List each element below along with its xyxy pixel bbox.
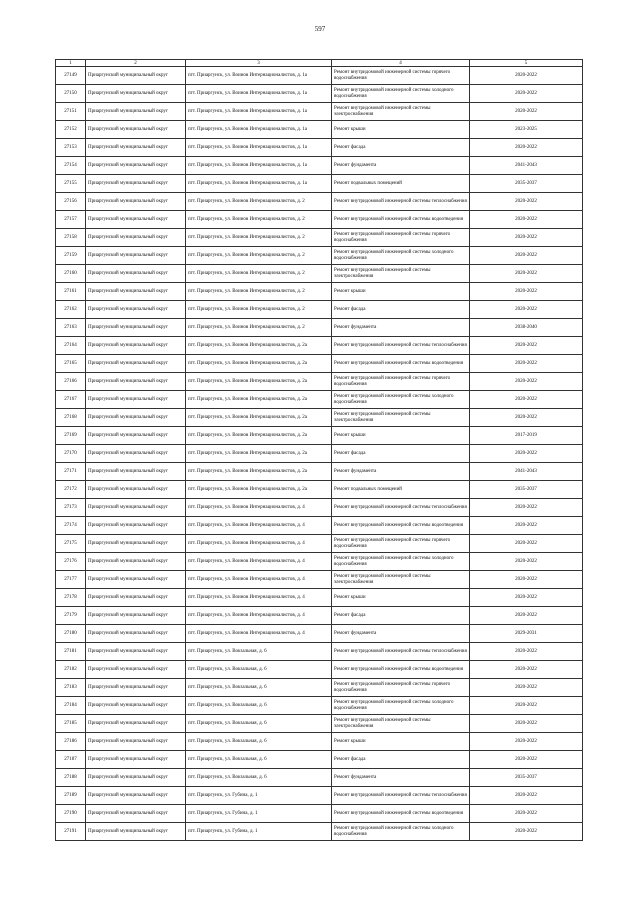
row-number-cell: 27178 [56,589,86,607]
period-cell: 2020-2022 [470,103,583,121]
period-cell: 2020-2022 [470,85,583,103]
work-type-cell: Ремонт внутридомовой инженерной системы теплоснабжения [332,499,470,517]
work-type-cell: Ремонт внутридомовой инженерной системы электроснабжения [332,715,470,733]
municipality-cell: Приаргунский муниципальный округ [86,265,186,283]
table-row [56,553,583,571]
work-type-cell: Ремонт фундамента [332,157,470,175]
period-cell: 2020-2022 [470,193,583,211]
repair-schedule-table [55,59,583,841]
row-number-cell: 27170 [56,445,86,463]
work-type-cell: Ремонт внутридомовой инженерной системы теплоснабжения [332,337,470,355]
table-row [56,535,583,553]
period-cell: 2020-2022 [470,823,583,841]
row-number-cell: 27151 [56,103,86,121]
work-type-cell: Ремонт внутридомовой инженерной системы водоотведения [332,211,470,229]
period-cell: 2020-2022 [470,607,583,625]
table-body [56,60,583,841]
address-cell: пгт. Приаргунск, ул. Вокзальная, д. 6 [186,769,332,787]
work-type-cell: Ремонт внутридомовой инженерной системы теплоснабжения [332,193,470,211]
work-type-cell: Ремонт внутридомовой инженерной системы холодного водоснабжения [332,247,470,265]
address-cell: пгт. Приаргунск, ул. Воинов Интернационалистов, д. 4 [186,535,332,553]
work-type-cell: Ремонт внутридомовой инженерной системы холодного водоснабжения [332,85,470,103]
work-type-cell: Ремонт фасада [332,445,470,463]
table-row [56,355,583,373]
address-cell: пгт. Приаргунск, ул. Вокзальная, д. 6 [186,679,332,697]
municipality-cell: Приаргунский муниципальный округ [86,751,186,769]
address-cell: пгт. Приаргунск, ул. Вокзальная, д. 6 [186,715,332,733]
table-row [56,787,583,805]
municipality-cell: Приаргунский муниципальный округ [86,715,186,733]
period-cell: 2020-2022 [470,229,583,247]
municipality-cell: Приаргунский муниципальный округ [86,85,186,103]
period-cell: 2035-2037 [470,481,583,499]
address-cell: пгт. Приаргунск, ул. Губина, д. 1 [186,805,332,823]
address-cell: пгт. Приаргунск, ул. Воинов Интернационалистов, д. 2а [186,391,332,409]
municipality-cell: Приаргунский муниципальный округ [86,589,186,607]
municipality-cell: Приаргунский муниципальный округ [86,643,186,661]
row-number-cell: 27187 [56,751,86,769]
row-number-cell: 27155 [56,175,86,193]
period-cell: 2020-2022 [470,697,583,715]
row-number-cell: 27191 [56,823,86,841]
municipality-cell: Приаргунский муниципальный округ [86,193,186,211]
municipality-cell: Приаргунский муниципальный округ [86,319,186,337]
work-type-cell: Ремонт внутридомовой инженерной системы электроснабжения [332,265,470,283]
work-type-cell: Ремонт внутридомовой инженерной системы электроснабжения [332,103,470,121]
table-row [56,139,583,157]
table-row [56,589,583,607]
row-number-cell: 27159 [56,247,86,265]
table-row [56,517,583,535]
row-number-cell: 27175 [56,535,86,553]
address-cell: пгт. Приаргунск, ул. Воинов Интернационалистов, д. 2 [186,229,332,247]
row-number-cell: 27153 [56,139,86,157]
work-type-cell: Ремонт внутридомовой инженерной системы электроснабжения [332,409,470,427]
table-row [56,463,583,481]
municipality-cell: Приаргунский муниципальный округ [86,625,186,643]
municipality-cell: Приаргунский муниципальный округ [86,823,186,841]
address-cell: пгт. Приаргунск, ул. Воинов Интернационалистов, д. 2а [186,445,332,463]
table-row [56,571,583,589]
table-row [56,697,583,715]
municipality-cell: Приаргунский муниципальный округ [86,121,186,139]
work-type-cell: Ремонт внутридомовой инженерной системы водоотведения [332,355,470,373]
municipality-cell: Приаргунский муниципальный округ [86,103,186,121]
municipality-cell: Приаргунский муниципальный округ [86,301,186,319]
period-cell: 2020-2022 [470,139,583,157]
row-number-cell: 27190 [56,805,86,823]
municipality-cell: Приаргунский муниципальный округ [86,409,186,427]
municipality-cell: Приаргунский муниципальный округ [86,499,186,517]
work-type-cell: Ремонт крыши [332,589,470,607]
work-type-cell: Ремонт фасада [332,607,470,625]
table-row [56,445,583,463]
work-type-cell: Ремонт внутридомовой инженерной системы теплоснабжения [332,787,470,805]
row-number-cell: 27169 [56,427,86,445]
row-number-cell: 27162 [56,301,86,319]
work-type-cell: Ремонт крыши [332,733,470,751]
work-type-cell: Ремонт фасада [332,301,470,319]
municipality-cell: Приаргунский муниципальный округ [86,247,186,265]
period-cell: 2020-2022 [470,265,583,283]
period-cell: 2020-2022 [470,553,583,571]
work-type-cell: Ремонт внутридомовой инженерной системы холодного водоснабжения [332,697,470,715]
work-type-cell: Ремонт фасада [332,139,470,157]
address-cell: пгт. Приаргунск, ул. Воинов Интернационалистов, д. 2 [186,301,332,319]
period-cell: 2035-2037 [470,769,583,787]
table-row [56,337,583,355]
work-type-cell: Ремонт внутридомовой инженерной системы водоотведения [332,805,470,823]
address-cell: пгт. Приаргунск, ул. Воинов Интернационалистов, д. 1а [186,85,332,103]
municipality-cell: Приаргунский муниципальный округ [86,67,186,85]
table-row [56,427,583,445]
address-cell: пгт. Приаргунск, ул. Воинов Интернационалистов, д. 4 [186,571,332,589]
row-number-cell: 27176 [56,553,86,571]
row-number-cell: 27181 [56,643,86,661]
table-row [56,157,583,175]
work-type-cell: Ремонт крыши [332,427,470,445]
municipality-cell: Приаргунский муниципальный округ [86,733,186,751]
table-row [56,409,583,427]
row-number-cell: 27179 [56,607,86,625]
row-number-cell: 27180 [56,625,86,643]
address-cell: пгт. Приаргунск, ул. Воинов Интернационалистов, д. 4 [186,517,332,535]
municipality-cell: Приаргунский муниципальный округ [86,373,186,391]
address-cell: пгт. Приаргунск, ул. Воинов Интернационалистов, д. 2 [186,283,332,301]
period-cell: 2020-2022 [470,391,583,409]
table-row [56,499,583,517]
period-cell: 2020-2022 [470,283,583,301]
table-row [56,211,583,229]
period-cell: 2020-2022 [470,805,583,823]
table-row [56,193,583,211]
municipality-cell: Приаргунский муниципальный округ [86,139,186,157]
address-cell: пгт. Приаргунск, ул. Воинов Интернационалистов, д. 4 [186,607,332,625]
municipality-cell: Приаргунский муниципальный округ [86,355,186,373]
work-type-cell: Ремонт внутридомовой инженерной системы теплоснабжения [332,643,470,661]
row-number-cell: 27185 [56,715,86,733]
table-row [56,67,583,85]
period-cell: 2020-2022 [470,373,583,391]
address-cell: пгт. Приаргунск, ул. Воинов Интернационалистов, д. 2а [186,355,332,373]
work-type-cell: Ремонт фундамента [332,625,470,643]
column-number: 4 [332,60,470,67]
address-cell: пгт. Приаргунск, ул. Вокзальная, д. 6 [186,697,332,715]
address-cell: пгт. Приаргунск, ул. Воинов Интернационалистов, д. 2а [186,481,332,499]
address-cell: пгт. Приаргунск, ул. Воинов Интернационалистов, д. 4 [186,553,332,571]
table-row [56,103,583,121]
municipality-cell: Приаргунский муниципальный округ [86,463,186,481]
work-type-cell: Ремонт фундамента [332,463,470,481]
address-cell: пгт. Приаргунск, ул. Воинов Интернационалистов, д. 1а [186,157,332,175]
municipality-cell: Приаргунский муниципальный округ [86,481,186,499]
row-number-cell: 27161 [56,283,86,301]
municipality-cell: Приаргунский муниципальный округ [86,337,186,355]
period-cell: 2020-2022 [470,211,583,229]
table-row [56,679,583,697]
row-number-cell: 27149 [56,67,86,85]
row-number-cell: 27163 [56,319,86,337]
address-cell: пгт. Приаргунск, ул. Воинов Интернационалистов, д. 2 [186,193,332,211]
period-cell: 2020-2022 [470,67,583,85]
period-cell: 2020-2022 [470,787,583,805]
work-type-cell: Ремонт крыши [332,121,470,139]
row-number-cell: 27160 [56,265,86,283]
row-number-cell: 27171 [56,463,86,481]
column-number: 3 [186,60,332,67]
municipality-cell: Приаргунский муниципальный округ [86,571,186,589]
row-number-cell: 27189 [56,787,86,805]
address-cell: пгт. Приаргунск, ул. Воинов Интернационалистов, д. 2а [186,337,332,355]
work-type-cell: Ремонт фасада [332,751,470,769]
period-cell: 2029-2031 [470,625,583,643]
period-cell: 2020-2022 [470,445,583,463]
municipality-cell: Приаргунский муниципальный округ [86,769,186,787]
municipality-cell: Приаргунский муниципальный округ [86,697,186,715]
municipality-cell: Приаргунский муниципальный округ [86,535,186,553]
address-cell: пгт. Приаргунск, ул. Воинов Интернационалистов, д. 1а [186,67,332,85]
address-cell: пгт. Приаргунск, ул. Воинов Интернационалистов, д. 1а [186,139,332,157]
row-number-cell: 27165 [56,355,86,373]
address-cell: пгт. Приаргунск, ул. Воинов Интернационалистов, д. 2а [186,463,332,481]
work-type-cell: Ремонт подвальных помещений [332,481,470,499]
work-type-cell: Ремонт подвальных помещений [332,175,470,193]
period-cell: 2023-2025 [470,121,583,139]
municipality-cell: Приаргунский муниципальный округ [86,445,186,463]
municipality-cell: Приаргунский муниципальный округ [86,805,186,823]
row-number-cell: 27186 [56,733,86,751]
row-number-cell: 27157 [56,211,86,229]
column-number: 2 [86,60,186,67]
municipality-cell: Приаргунский муниципальный округ [86,175,186,193]
table-row [56,823,583,841]
table-row [56,283,583,301]
row-number-cell: 27154 [56,157,86,175]
table-row [56,607,583,625]
municipality-cell: Приаргунский муниципальный округ [86,391,186,409]
table-row [56,391,583,409]
table-row [56,247,583,265]
period-cell: 2020-2022 [470,409,583,427]
municipality-cell: Приаргунский муниципальный округ [86,283,186,301]
address-cell: пгт. Приаргунск, ул. Воинов Интернационалистов, д. 2 [186,211,332,229]
table-row [56,121,583,139]
address-cell: пгт. Приаргунск, ул. Воинов Интернационалистов, д. 1а [186,175,332,193]
period-cell: 2020-2022 [470,499,583,517]
work-type-cell: Ремонт внутридомовой инженерной системы холодного водоснабжения [332,553,470,571]
address-cell: пгт. Приаргунск, ул. Вокзальная, д. 6 [186,661,332,679]
row-number-cell: 27156 [56,193,86,211]
address-cell: пгт. Приаргунск, ул. Вокзальная, д. 6 [186,643,332,661]
table-row [56,265,583,283]
work-type-cell: Ремонт внутридомовой инженерной системы горячего водоснабжения [332,373,470,391]
row-number-cell: 27184 [56,697,86,715]
municipality-cell: Приаргунский муниципальный округ [86,787,186,805]
municipality-cell: Приаргунский муниципальный округ [86,157,186,175]
address-cell: пгт. Приаргунск, ул. Губина, д. 1 [186,823,332,841]
period-cell: 2038-2040 [470,319,583,337]
address-cell: пгт. Приаргунск, ул. Воинов Интернационалистов, д. 4 [186,589,332,607]
column-number: 5 [470,60,583,67]
address-cell: пгт. Приаргунск, ул. Губина, д. 1 [186,787,332,805]
table-row [56,373,583,391]
period-cell: 2020-2022 [470,247,583,265]
table-row [56,229,583,247]
work-type-cell: Ремонт внутридомовой инженерной системы водоотведения [332,517,470,535]
table-row [56,301,583,319]
work-type-cell: Ремонт крыши [332,283,470,301]
column-number: 1 [56,60,86,67]
address-cell: пгт. Приаргунск, ул. Воинов Интернационалистов, д. 1а [186,103,332,121]
municipality-cell: Приаргунский муниципальный округ [86,229,186,247]
column-number-row [56,60,583,67]
row-number-cell: 27168 [56,409,86,427]
period-cell: 2020-2022 [470,301,583,319]
table-row [56,319,583,337]
address-cell: пгт. Приаргунск, ул. Воинов Интернационалистов, д. 1а [186,121,332,139]
address-cell: пгт. Приаргунск, ул. Воинов Интернационалистов, д. 4 [186,625,332,643]
work-type-cell: Ремонт внутридомовой инженерной системы холодного водоснабжения [332,823,470,841]
row-number-cell: 27172 [56,481,86,499]
table-row [56,175,583,193]
address-cell: пгт. Приаргунск, ул. Воинов Интернационалистов, д. 2а [186,373,332,391]
period-cell: 2035-2037 [470,175,583,193]
row-number-cell: 27188 [56,769,86,787]
address-cell: пгт. Приаргунск, ул. Воинов Интернационалистов, д. 2а [186,427,332,445]
row-number-cell: 27173 [56,499,86,517]
row-number-cell: 27164 [56,337,86,355]
period-cell: 2020-2022 [470,733,583,751]
period-cell: 2020-2022 [470,661,583,679]
row-number-cell: 27183 [56,679,86,697]
row-number-cell: 27177 [56,571,86,589]
row-number-cell: 27150 [56,85,86,103]
address-cell: пгт. Приаргунск, ул. Вокзальная, д. 6 [186,733,332,751]
table-row [56,85,583,103]
table-row [56,769,583,787]
municipality-cell: Приаргунский муниципальный округ [86,517,186,535]
work-type-cell: Ремонт внутридомовой инженерной системы горячего водоснабжения [332,679,470,697]
work-type-cell: Ремонт фундамента [332,319,470,337]
period-cell: 2020-2022 [470,715,583,733]
work-type-cell: Ремонт внутридомовой инженерной системы горячего водоснабжения [332,67,470,85]
period-cell: 2017-2019 [470,427,583,445]
table-row [56,661,583,679]
address-cell: пгт. Приаргунск, ул. Воинов Интернационалистов, д. 2а [186,409,332,427]
table-row [56,625,583,643]
table-row [56,481,583,499]
work-type-cell: Ремонт внутридомовой инженерной системы горячего водоснабжения [332,229,470,247]
municipality-cell: Приаргунский муниципальный округ [86,679,186,697]
period-cell: 2020-2022 [470,535,583,553]
row-number-cell: 27182 [56,661,86,679]
period-cell: 2041-2043 [470,157,583,175]
table-row [56,805,583,823]
address-cell: пгт. Приаргунск, ул. Вокзальная, д. 6 [186,751,332,769]
period-cell: 2020-2022 [470,571,583,589]
municipality-cell: Приаргунский муниципальный округ [86,661,186,679]
period-cell: 2020-2022 [470,679,583,697]
address-cell: пгт. Приаргунск, ул. Воинов Интернационалистов, д. 4 [186,499,332,517]
municipality-cell: Приаргунский муниципальный округ [86,553,186,571]
municipality-cell: Приаргунский муниципальный округ [86,427,186,445]
work-type-cell: Ремонт внутридомовой инженерной системы электроснабжения [332,571,470,589]
period-cell: 2020-2022 [470,589,583,607]
municipality-cell: Приаргунский муниципальный округ [86,211,186,229]
work-type-cell: Ремонт внутридомовой инженерной системы холодного водоснабжения [332,391,470,409]
table-row [56,733,583,751]
work-type-cell: Ремонт фундамента [332,769,470,787]
row-number-cell: 27152 [56,121,86,139]
period-cell: 2020-2022 [470,751,583,769]
work-type-cell: Ремонт внутридомовой инженерной системы водоотведения [332,661,470,679]
municipality-cell: Приаргунский муниципальный округ [86,607,186,625]
row-number-cell: 27158 [56,229,86,247]
work-type-cell: Ремонт внутридомовой инженерной системы горячего водоснабжения [332,535,470,553]
page-number: 597 [314,25,326,33]
period-cell: 2020-2022 [470,643,583,661]
row-number-cell: 27167 [56,391,86,409]
address-cell: пгт. Приаргунск, ул. Воинов Интернационалистов, д. 2 [186,319,332,337]
address-cell: пгт. Приаргунск, ул. Воинов Интернационалистов, д. 2 [186,265,332,283]
table-row [56,751,583,769]
period-cell: 2020-2022 [470,517,583,535]
table-row [56,715,583,733]
period-cell: 2020-2022 [470,337,583,355]
address-cell: пгт. Приаргунск, ул. Воинов Интернационалистов, д. 2 [186,247,332,265]
row-number-cell: 27166 [56,373,86,391]
period-cell: 2041-2043 [470,463,583,481]
table-row [56,643,583,661]
period-cell: 2020-2022 [470,355,583,373]
row-number-cell: 27174 [56,517,86,535]
